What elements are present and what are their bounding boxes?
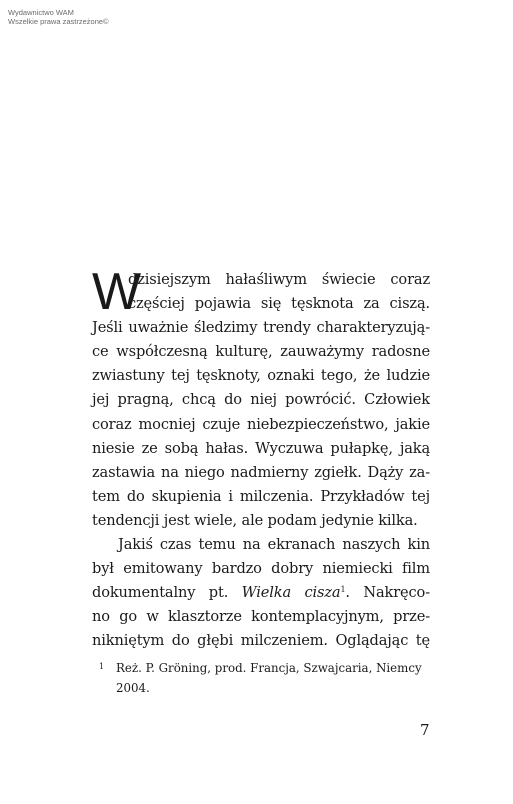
text-line: tendencji jest wiele, ale podam jedynie kilka. bbox=[92, 511, 418, 529]
main-text bbox=[92, 263, 430, 654]
footnote-marker: 1 bbox=[340, 585, 346, 595]
text-line: dzisiejszym hałaśliwym świecie coraz bbox=[128, 271, 430, 288]
text-line: Jeśli uważnie śledzimy trendy charakteryzują- bbox=[92, 319, 430, 337]
text-line bbox=[92, 581, 430, 605]
film-title: Wielka cisza bbox=[241, 584, 341, 602]
text-line: ce współczesną kulturę, zauważymy radosne bbox=[92, 343, 430, 361]
text-line: zastawia na niego nadmierny zgiełk. Dąży za- bbox=[92, 463, 430, 481]
text-segment: dokumentalny pt. bbox=[92, 584, 242, 602]
text-line: jej pragną, chcą do niej powrócić. Człowiek bbox=[92, 391, 430, 409]
text-line: częściej pojawia się tęsknota za ciszą. bbox=[128, 295, 430, 313]
text-line: zwiastuny tej tęsknoty, oznaki tego, że ludzie bbox=[92, 367, 430, 385]
text-line: nikniętym do głębi milczeniem. Oglądając tę bbox=[92, 632, 430, 650]
publisher-name: Wydawnictwo WAM bbox=[8, 8, 74, 17]
text-line: tem do skupienia i milczenia. Przykładów tej bbox=[92, 487, 430, 505]
text-line: coraz mocniej czuje niebezpieczeństwo, jakie bbox=[92, 415, 430, 433]
page-number: 7 bbox=[420, 721, 430, 739]
rights-notice: Wszelkie prawa zastrzeżone© bbox=[8, 17, 109, 26]
drop-cap: W bbox=[92, 263, 141, 321]
text-line: Jakiś czas temu na ekranach naszych kin bbox=[118, 536, 430, 554]
text-line: niesie ze sobą hałas. Wyczuwa pułapkę, jaką bbox=[92, 439, 430, 457]
footnote-number: 1 bbox=[99, 662, 105, 671]
footnote-line: 2004. bbox=[116, 680, 150, 695]
footnote bbox=[92, 659, 430, 698]
text-line: był emitowany bardzo dobry niemiecki film bbox=[92, 560, 430, 578]
publisher-notice bbox=[8, 8, 109, 26]
text-segment: . Nakręco- bbox=[345, 584, 430, 602]
footnote-line: Reż. P. Gröning, prod. Francja, Szwajcaria, Niemcy bbox=[116, 661, 422, 675]
text-line: no go w klasztorze kontemplacyjnym, prze- bbox=[92, 608, 430, 626]
